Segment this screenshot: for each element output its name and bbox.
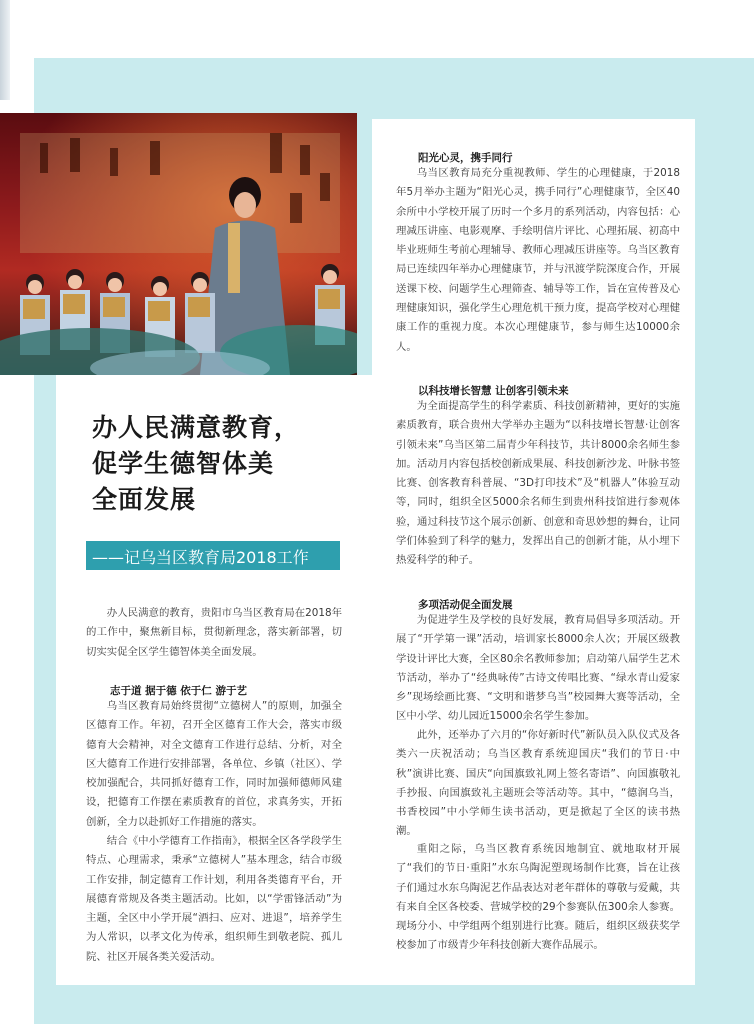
intro-paragraph: 办人民满意的教育，贵阳市乌当区教育局在2018年的工作中，聚焦新目标，贯彻新理念，落实新部署，切切实实促全区学生德智体美全面发展。	[86, 607, 342, 658]
section4-paragraph-2: 此外，还举办了六月的“你好新时代”新队员入队仪式及各类六一庆祝活动；乌当区教育系统迎国庆“我们的节日·中秋”演讲比赛、国庆“向国旗致礼网上签名寄语”、向国旗敬礼手抄报、向国旗致礼主题班会等活动等。其中，“德润乌当，书香校园”中小学师生读书活动，更是掀起了全区的读书热潮。	[396, 729, 680, 838]
article-headline	[92, 410, 300, 518]
section3-paragraph-1: 为全面提高学生的科学素质、科技创新精神，更好的实施素质教育，联合贵州大学举办主题为“以科技增长智慧·让创客引领未来”乌当区第二届青少年科技节，共计8000余名师生参加。活动月内容包括校创新成果展、科技创新沙龙、叶脉书签比赛、创客教育科普展、“3D打印技术”及“机器人”体验互动等，同时，组织全区5000余名师生到贵州科技馆进行参观体验，通过科技节这个展示创新、创意和奇思妙想的舞台，让同学们体验到了科学的魅力，发挥出自己的创新才能，从小埋下热爱科学的种子。	[396, 400, 680, 567]
section4-paragraph-1: 为促进学生及学校的良好发展，教育局倡导多项活动。开展了“开学第一课”活动，培训家长8000余人次；开展区级教学设计评比大赛，全区80余名教师参加；启动第八届学生艺术节活动，举办了“经典咏传”古诗文传唱比赛、“绿水青山爱家乡”现场绘画比赛、“文明和谐梦乌当”校园舞大赛等活动，全区中小学、幼儿园近15000余名学生参加。	[396, 614, 680, 723]
section1-title: 志于道 据于德 依于仁 游于艺	[110, 685, 247, 697]
section4-paragraph-3: 重阳之际，乌当区教育系统因地制宜、就地取材开展了“我们的节日·重阳”水东乌陶泥塑现场制作比赛，旨在让孩子们通过水东乌陶泥艺作品表达对老年群体的尊敬与爱戴，共有来自全区各校委、营城学校的29个参赛队伍300余人参赛。现场分小、中学组两个组别进行比赛。随后，组织区级获奖学校参加了市级青少年科技创新大赛作品展示。	[396, 843, 680, 952]
subtitle-text: ——记乌当区教育局2018工作	[92, 548, 309, 567]
section2-title: 阳光心灵，携手同行	[418, 152, 513, 164]
headline-line-1: 办人民满意教育，	[92, 413, 301, 442]
performance-photo	[0, 113, 357, 375]
section1-paragraph-2: 结合《中小学德育工作指南》，根据全区各学段学生特点、心理需求，秉承“立德树人”基本理念，结合市级工作安排，制定德育工作计划，利用各类德育平台，开展德育常规及各类主题活动。比如，以“学雷锋活动”为主题，全区中小学开展“酒扫、应对、进退”，培养学生为人常识，以孝文化为传承，组织师生到敬老院、孤儿院、社区开展各类关爱活动。	[86, 835, 342, 963]
subtitle-bar	[86, 541, 340, 570]
section4-title: 多项活动促全面发展	[418, 599, 513, 611]
headline-line-2: 促学生德智体美	[92, 449, 275, 478]
headline-line-3: 全面发展	[92, 485, 197, 514]
page-edge-strip	[0, 0, 10, 100]
section2-paragraph-1: 乌当区教育局充分重视教师、学生的心理健康，于2018年5月举办主题为“阳光心灵，携手同行”心理健康节，全区40余所中小学校开展了历时一个多月的系列活动，内容包括：心理减压讲座、电影观摩、手绘明信片评比、心理拓展、初高中毕业班师生考前心理辅导、教师心理减压讲座等。乌当区教育局已连续四年举办心理健康节，并与汛渡学院深度合作，开展送课下校、问题学生心理筛查、辅导等工作，旨在宣传普及心理健康知识，强化学生心理危机干预力度，提高学校对心理健康工作的重视力度。本次心理健康节，参与师生达10000余人。	[396, 167, 680, 353]
performance-photo-illustration	[0, 113, 357, 375]
section3-title: 以科技增长智慧 让创客引领未来	[418, 385, 569, 397]
section1-paragraph-1: 乌当区教育局始终贯彻“立德树人”的原则，加强全区德育工作。年初，召开全区德育工作大会，落实市级德育大会精神，对全文德育工作进行总结、分析，对全区大德育工作进行安排部署，各单位、乡镇（社区）、学校加强配合，共同抓好德育工作，同时加强师德师风建设，把德育工作摆在素质教育的首位，求真务实，开拓创新，全力以赴抓好工作措施的落实。	[86, 700, 342, 828]
